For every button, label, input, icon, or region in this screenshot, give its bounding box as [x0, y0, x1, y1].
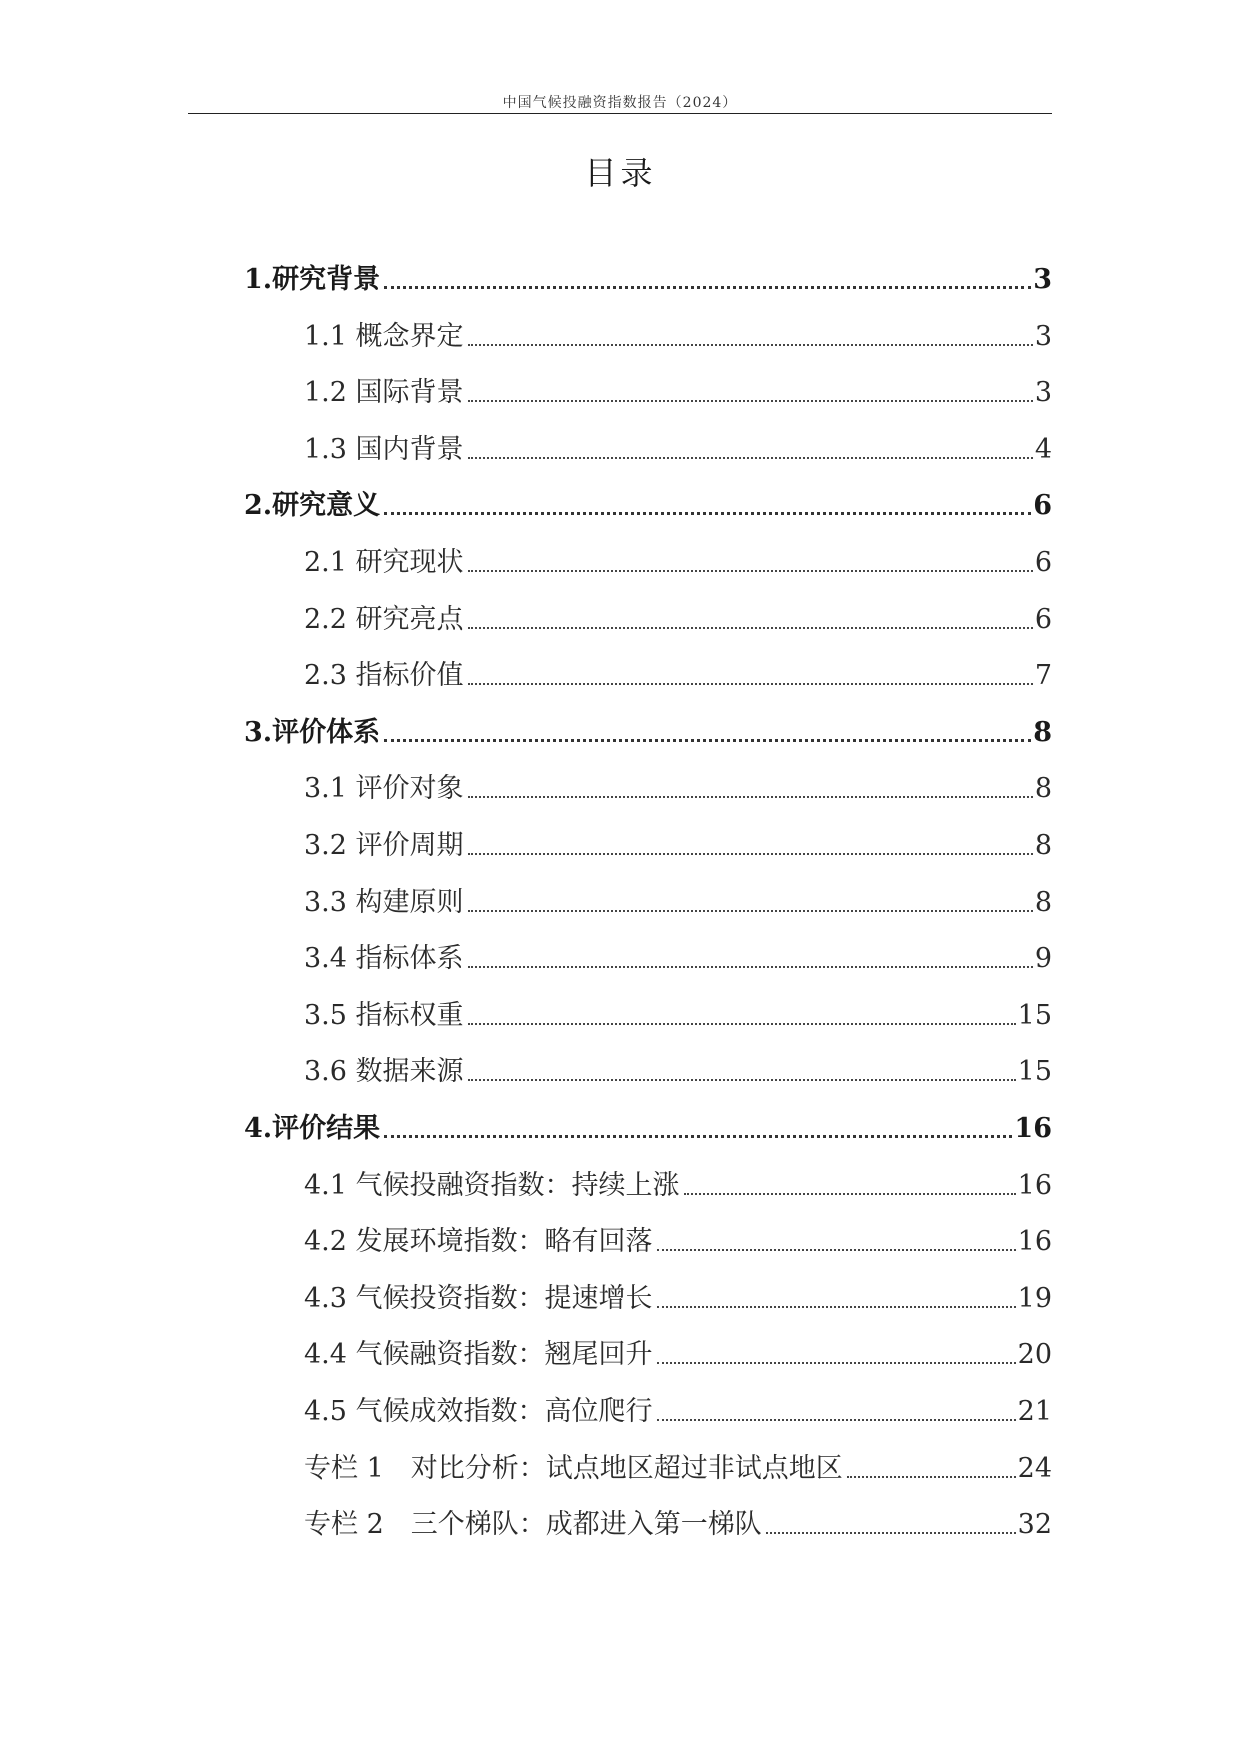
toc-entry-page-number: 15 [1017, 1056, 1052, 1088]
toc-dot-leader [384, 285, 1031, 289]
toc-entry-page-number: 3 [1033, 264, 1052, 295]
toc-entry[interactable] [304, 1446, 1052, 1486]
toc-entry[interactable] [304, 1219, 1052, 1259]
toc-dot-leader [468, 569, 1033, 572]
toc-entry-label: 2.2 研究亮点 [304, 603, 464, 635]
toc-entry-page-number: 19 [1017, 1282, 1052, 1314]
toc-dot-leader [468, 795, 1033, 798]
toc-entry-page-number: 6 [1033, 490, 1052, 522]
toc-entry-page-number: 16 [1017, 1169, 1052, 1201]
toc-entry[interactable] [304, 1332, 1052, 1372]
toc-entry-label: 3.5 指标权重 [304, 999, 464, 1031]
toc-entry[interactable] [304, 880, 1052, 920]
toc-entry[interactable] [304, 597, 1052, 637]
toc-entry-label: 2.3 指标价值 [304, 660, 464, 692]
toc-entry[interactable] [244, 710, 1052, 750]
toc-entry-label: 1.3 国内背景 [304, 433, 464, 465]
toc-entry-page-number: 3 [1034, 377, 1052, 409]
toc-dot-leader [468, 399, 1033, 402]
toc-entry[interactable] [304, 370, 1052, 410]
toc-dot-leader [468, 456, 1033, 459]
toc-entry[interactable] [304, 1389, 1052, 1429]
toc-entry-label: 3.3 构建原则 [304, 886, 464, 918]
toc-entry-page-number: 15 [1017, 999, 1052, 1031]
toc-entry[interactable] [304, 936, 1052, 976]
toc-entry[interactable] [304, 993, 1052, 1033]
toc-entry-label: 1.1 概念界定 [304, 320, 464, 352]
toc-dot-leader [468, 852, 1033, 855]
toc-dot-leader [468, 1078, 1016, 1081]
toc-entry-label: 3.评价体系 [244, 716, 381, 748]
toc-entry-page-number: 21 [1017, 1396, 1052, 1427]
toc-entry[interactable] [304, 823, 1052, 863]
toc-entry-label: 1.研究背景 [244, 264, 381, 295]
toc-entry[interactable] [304, 1276, 1052, 1316]
toc-entry-label: 4.3 气候投资指数：提速增长 [304, 1282, 653, 1314]
page-title: 目录 [584, 154, 657, 192]
toc-entry-label: 4.1 气候投融资指数：持续上涨 [304, 1169, 680, 1201]
toc-dot-leader [384, 1134, 1012, 1138]
toc-entry-label: 1.2 国际背景 [304, 377, 464, 409]
toc-dot-leader [847, 1475, 1016, 1478]
toc-entry-page-number: 8 [1033, 716, 1052, 748]
toc-dot-leader [468, 343, 1033, 346]
toc-entry-page-number: 32 [1017, 1509, 1052, 1541]
toc-dot-leader [468, 1022, 1016, 1025]
toc-entry-page-number: 8 [1034, 830, 1052, 861]
toc-entry[interactable] [304, 1163, 1052, 1203]
toc-dot-leader [468, 682, 1033, 685]
toc-entry[interactable] [244, 483, 1052, 523]
toc-entry-label: 3.6 数据来源 [304, 1056, 464, 1088]
toc-entry-label: 专栏 2 三个梯队：成都进入第一梯队 [304, 1509, 762, 1541]
toc-entry-page-number: 16 [1014, 1113, 1052, 1144]
toc-entry-page-number: 6 [1034, 603, 1052, 635]
toc-entry[interactable] [244, 1106, 1052, 1146]
toc-entry-label: 3.2 评价周期 [304, 830, 464, 861]
running-header: 中国气候投融资指数报告（2024） [502, 95, 738, 111]
toc-dot-leader [384, 511, 1031, 515]
toc-entry-page-number: 20 [1017, 1339, 1052, 1371]
toc-entry-page-number: 3 [1034, 320, 1052, 352]
toc-entry-page-number: 24 [1017, 1452, 1052, 1484]
toc-entry-page-number: 16 [1017, 1226, 1052, 1258]
toc-entry[interactable] [304, 1502, 1052, 1542]
toc-entry-label: 4.4 气候融资指数：翘尾回升 [304, 1339, 653, 1371]
toc-entry-page-number: 8 [1034, 886, 1052, 918]
toc-entry-page-number: 9 [1034, 943, 1052, 975]
toc-entry-label: 专栏 1 对比分析：试点地区超过非试点地区 [304, 1452, 843, 1484]
toc-dot-leader [384, 738, 1031, 742]
toc-entry[interactable] [304, 653, 1052, 693]
toc-entry-page-number: 6 [1034, 547, 1052, 578]
toc-entry-label: 4.2 发展环境指数：略有回落 [304, 1226, 653, 1258]
toc-dot-leader [657, 1418, 1016, 1421]
toc-dot-leader [468, 965, 1033, 968]
toc-entry-page-number: 4 [1034, 433, 1052, 465]
toc-dot-leader [468, 626, 1033, 629]
toc-dot-leader [468, 909, 1033, 912]
toc-entry-page-number: 7 [1034, 660, 1052, 692]
toc-entry[interactable] [304, 314, 1052, 354]
toc-entry-label: 2.研究意义 [244, 490, 381, 522]
toc-dot-leader [657, 1305, 1016, 1308]
header-rule [188, 113, 1052, 114]
toc-entry-label: 3.1 评价对象 [304, 773, 464, 805]
toc-dot-leader [766, 1531, 1016, 1534]
toc-entry[interactable] [304, 427, 1052, 467]
toc-entry-label: 3.4 指标体系 [304, 943, 464, 975]
toc-entry[interactable] [304, 766, 1052, 806]
toc-dot-leader [657, 1361, 1016, 1364]
toc-dot-leader [684, 1192, 1016, 1195]
toc-entry[interactable] [304, 1049, 1052, 1089]
toc-entry[interactable] [244, 257, 1052, 297]
toc-entry-label: 4.5 气候成效指数：高位爬行 [304, 1396, 653, 1427]
toc-dot-leader [657, 1248, 1016, 1251]
toc-entry-page-number: 8 [1034, 773, 1052, 805]
toc-entry[interactable] [304, 540, 1052, 580]
toc-entry-label: 2.1 研究现状 [304, 547, 464, 578]
toc-entry-label: 4.评价结果 [244, 1113, 381, 1144]
